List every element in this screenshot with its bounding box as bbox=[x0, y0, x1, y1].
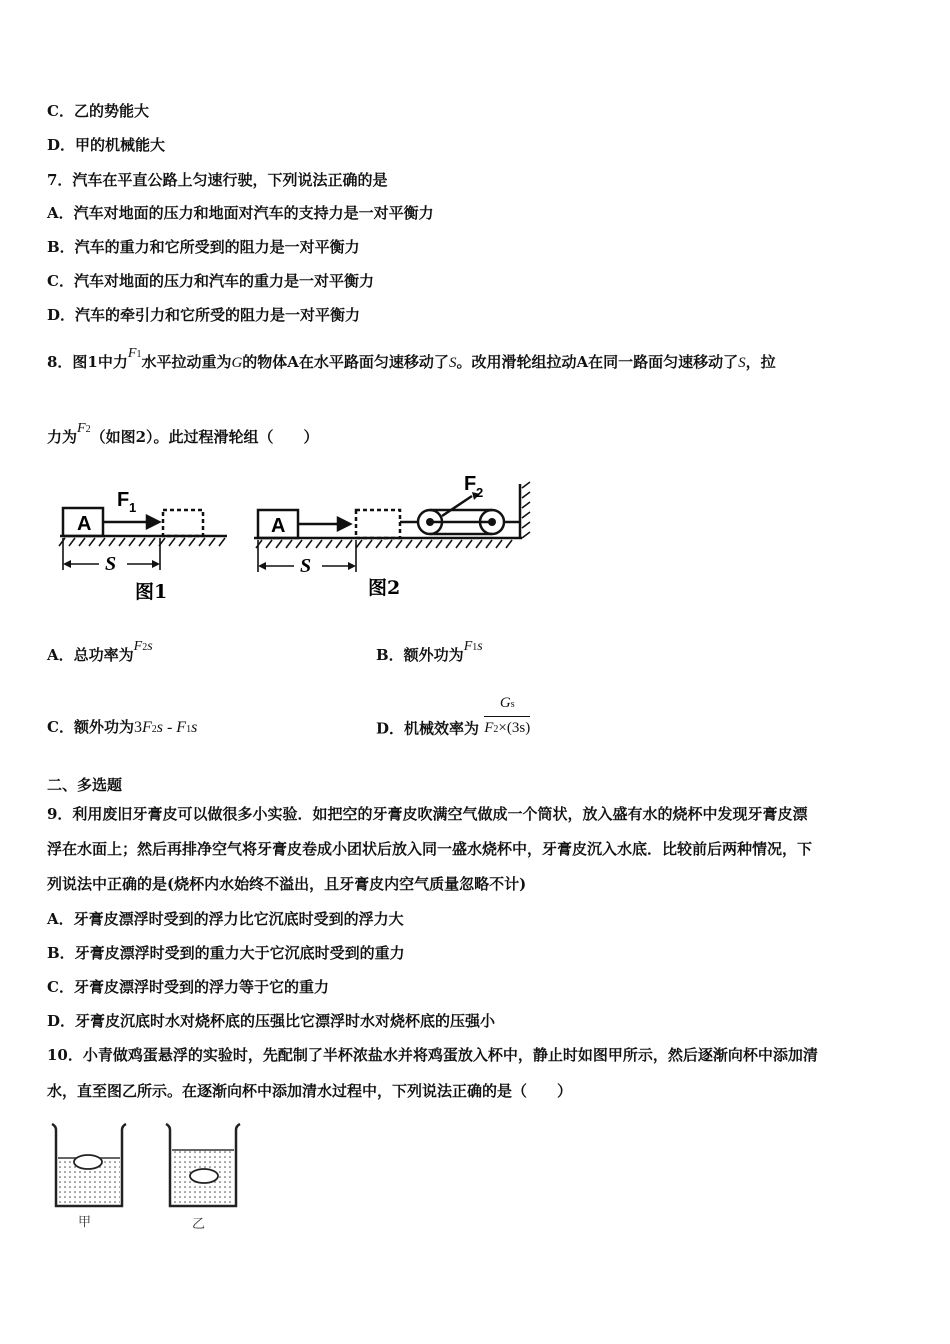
question-9-line1: 9．利用废旧牙膏皮可以做很多小实验．如把空的牙膏皮吹满空气做成一个筒状，放入盛有水的烧杯中发现牙膏皮漂 bbox=[47, 805, 808, 823]
fig1-caption: 图1 bbox=[135, 581, 168, 603]
option-d-q7: D．汽车的牵引力和它所受的阻力是一对平衡力 bbox=[47, 306, 361, 324]
block-a-label: A bbox=[271, 515, 286, 537]
s-symbol: S bbox=[448, 355, 457, 371]
f2-label: F bbox=[464, 473, 477, 495]
section-2-heading: 二、多选题 bbox=[47, 776, 123, 794]
option-a-q9: A．牙膏皮漂浮时受到的浮力比它沉底时受到的浮力大 bbox=[47, 910, 404, 928]
option-c-q9: C．牙膏皮漂浮时受到的浮力等于它的重力 bbox=[47, 978, 329, 996]
option-a-q8: A．总功率为F2s bbox=[47, 639, 153, 664]
option-a-q7: A．汽车对地面的压力和地面对汽车的支持力是一对平衡力 bbox=[47, 204, 434, 222]
beaker-label-yi: 乙 bbox=[192, 1217, 206, 1232]
figure-1 bbox=[55, 478, 235, 603]
b8-formula: F1s bbox=[463, 639, 483, 654]
question-9-line3: 列说法中正确的是(烧杯内水始终不溢出，且牙膏皮内空气质量忽略不计) bbox=[47, 875, 527, 893]
g-symbol: G bbox=[231, 355, 243, 371]
q8-text-6: 力为 bbox=[47, 428, 78, 446]
option-c-q6: C．乙的势能大 bbox=[47, 102, 149, 120]
option-d-q6: D．甲的机械能大 bbox=[47, 136, 166, 154]
option-b-q7: B．汽车的重力和它所受到的阻力是一对平衡力 bbox=[47, 238, 360, 256]
c8-formula: 3F2s - F1s bbox=[133, 719, 198, 736]
block-a-ghost bbox=[163, 510, 203, 536]
fig1-distance-label: S bbox=[105, 553, 117, 575]
f1-symbol: F1 bbox=[127, 346, 142, 361]
f1-sub: 1 bbox=[129, 500, 137, 515]
q8-text-2: 水平拉动重为 bbox=[141, 353, 232, 371]
question-10-line2: 水，直至图乙所示。在逐渐向杯中添加清水过程中，下列说法正确的是（ ） bbox=[47, 1082, 573, 1100]
s-symbol-2: S bbox=[738, 355, 746, 371]
q8-text-1: 8．图1中力 bbox=[47, 353, 128, 371]
q8-text-3: 的物体A在水平路面匀速移动了 bbox=[242, 353, 449, 371]
option-d-q9: D．牙膏皮沉底时水对烧杯底的压强比它漂浮时水对烧杯底的压强小 bbox=[47, 1012, 496, 1030]
d8-fraction: $\frac{Gs}{F2\times(3s)}$ bbox=[484, 695, 531, 736]
option-b-q8: B．额外功为F1s bbox=[376, 639, 483, 664]
block-a-ghost bbox=[356, 510, 400, 538]
block-a-label: A bbox=[77, 513, 92, 535]
beaker-figure bbox=[48, 1120, 248, 1232]
beaker-yi bbox=[166, 1124, 240, 1232]
f2-symbol: F2 bbox=[77, 421, 91, 436]
option-b-q9: B．牙膏皮漂浮时受到的重力大于它沉底时受到的重力 bbox=[47, 944, 405, 962]
figure-2 bbox=[252, 470, 537, 603]
option-c-q7: C．汽车对地面的压力和汽车的重力是一对平衡力 bbox=[47, 272, 374, 290]
q8-text-4: 。改用滑轮组拉动A在同一路面匀速移动了 bbox=[456, 353, 739, 371]
egg-yi bbox=[190, 1169, 218, 1183]
question-7: 7．汽车在平直公路上匀速行驶，下列说法正确的是 bbox=[47, 171, 388, 189]
f1-label: F bbox=[117, 489, 130, 511]
fig2-distance-label: S bbox=[300, 555, 312, 577]
beaker-label-jia: 甲 bbox=[78, 1215, 92, 1230]
fig2-caption: 图2 bbox=[368, 577, 401, 599]
f2-sub: 2 bbox=[476, 485, 484, 500]
q8-text-7: （如图2）。此过程滑轮组（ ） bbox=[90, 428, 319, 446]
q8-text-5: ，拉 bbox=[745, 353, 776, 371]
egg-jia bbox=[74, 1155, 102, 1169]
option-d-q8: D．机械效率为 $\frac{Gs}{F2\times(3s)}$ bbox=[376, 717, 530, 740]
option-c-q8: C．额外功为3F2s - F1s bbox=[47, 718, 198, 736]
beaker-jia bbox=[52, 1124, 126, 1230]
question-8-line1 bbox=[47, 346, 776, 375]
a8-formula: F2s bbox=[133, 639, 153, 654]
question-9-line2: 浮在水面上；然后再排净空气将牙膏皮卷成小团状后放入同一盛水烧杯中，牙膏皮沉入水底．比较前后两种情况，下 bbox=[47, 840, 813, 858]
question-10-line1: 10．小青做鸡蛋悬浮的实验时，先配制了半杯浓盐水并将鸡蛋放入杯中，静止时如图甲所示，然后逐渐向杯中添加清 bbox=[47, 1046, 818, 1064]
question-8-line2 bbox=[47, 421, 319, 450]
